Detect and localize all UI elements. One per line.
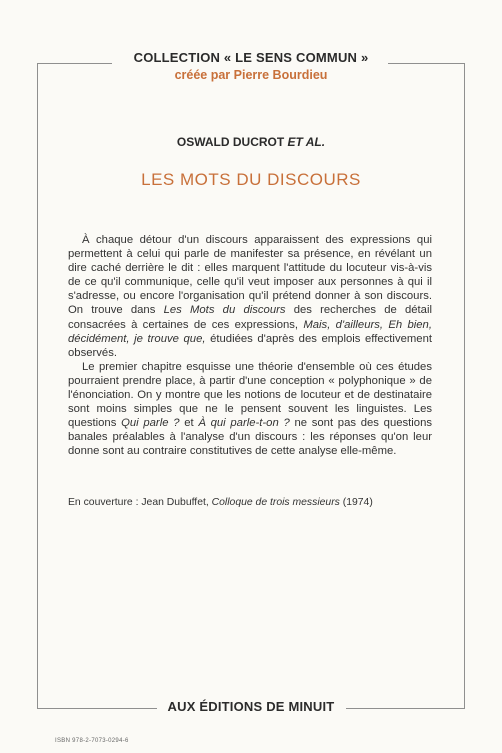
blurb-question-1: Qui parle ? [121, 417, 180, 430]
blurb-text: et [179, 417, 199, 430]
collection-creator: créée par Pierre Bourdieu [174, 68, 328, 82]
blurb-text: étudiées d'après des emplois effectivement observés. [68, 332, 432, 359]
blurb-examples: Mais, d'ailleurs, Eh bien, décidément, je trouve que, [68, 318, 432, 345]
blurb-text: À chaque détour d'un discours apparaissent des expressions qui permettent à celui qui parle de manifester sa présence, en révélant un dire caché derrière le dit : elles marquent l'attitude du locuteur vis-à-vis de ce qu'il communique, celle qu'il veut imposer aux personnes à qui il s'adresse, ou encore l'organisation qu'il prétend donner à son discours. On trouve dans [68, 234, 432, 317]
collection-name: COLLECTION « LE SENS COMMUN » [133, 50, 369, 65]
blurb-paragraph-2 [68, 360, 432, 459]
book-author [0, 135, 502, 149]
isbn-number: ISBN 978-2-7073-0294-6 [55, 738, 129, 744]
blurb-paragraph-1 [68, 233, 432, 360]
blurb-book-title: Les Mots du discours [163, 304, 286, 317]
back-cover-blurb [68, 233, 432, 459]
book-title: LES MOTS DU DISCOURS [141, 170, 361, 189]
blurb-text: des recherches de détail consacrées à certaines de ces expressions, [68, 304, 432, 331]
cover-credit-prefix: En couverture : Jean Dubuffet, [68, 497, 212, 508]
publisher-name: AUX ÉDITIONS DE MINUIT [167, 699, 335, 714]
cover-work-year: (1974) [339, 497, 373, 508]
author-name: OSWALD DUCROT [176, 135, 285, 149]
blurb-question-2: À qui parle-t-on ? [198, 417, 290, 430]
cover-work-title: Colloque de trois messieurs [211, 497, 340, 508]
cover-credit [68, 497, 448, 508]
blurb-text: ne sont pas des questions banales préalables à l'analyse d'un discours : les réponses qu'on leur donne sont au contraire constitutives de cette analyse elle-même. [68, 417, 433, 458]
blurb-text: Le premier chapitre esquisse une théorie d'ensemble où ces études pourraient prendre place, à partir d'une conception « polyphonique » de l'énonciation. On y montre que les notions de locuteur et de destinataire sont moins simples que ne le pensent souvent les linguistes. Les questions [68, 360, 432, 430]
author-suffix: ET AL. [287, 135, 326, 149]
